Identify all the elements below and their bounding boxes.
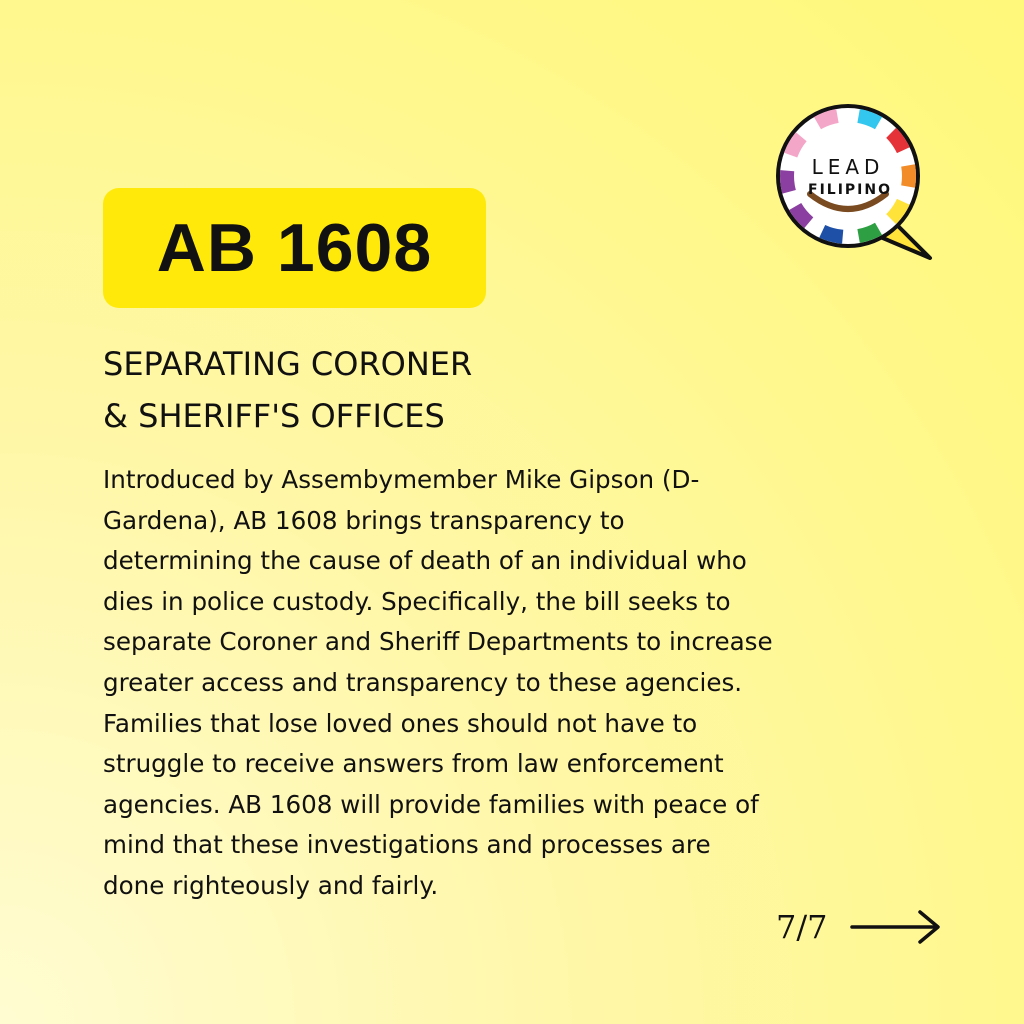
arrow-right-icon[interactable] <box>850 908 942 946</box>
logo-ring-segment <box>859 229 879 236</box>
description-line: done righteously and fairly. <box>103 870 439 900</box>
description-line: agencies. AB 1608 will provide families with peace of <box>103 789 759 819</box>
bill-description <box>103 460 933 907</box>
logo-ring-segment <box>818 116 838 123</box>
description-line: dies in police custody. Specifically, the bill seeks to <box>103 586 731 616</box>
description-line: Introduced by Assembymember Mike Gipson (D- <box>103 465 700 494</box>
logo-text-lead: LEAD <box>811 155 885 179</box>
bill-badge <box>103 188 486 308</box>
logo-text-filipino: FILIPINO <box>808 182 892 198</box>
logo-ring-segment <box>822 231 842 236</box>
description-line: Gardena), AB 1608 brings transparency to <box>103 505 625 535</box>
description-line: separate Coroner and Sheriff Departments to increase <box>103 627 773 657</box>
page-indicator: 7/7 <box>776 908 828 946</box>
description-line: greater access and transparency to these agencies. <box>103 667 743 697</box>
description-line: mind that these investigations and processes are <box>103 830 711 860</box>
subtitle-line: SEPARATING CORONER <box>103 345 473 383</box>
logo-ring-segment <box>908 165 909 186</box>
description-line: struggle to receive answers from law enforcement <box>103 749 724 779</box>
description-line: Families that lose loved ones should not have to <box>103 708 698 738</box>
lead-filipino-logo <box>774 102 936 264</box>
subtitle-line: & SHERIFF'S OFFICES <box>103 397 445 435</box>
description-line: determining the cause of death of an individual who <box>103 546 747 576</box>
logo-ring-segment <box>787 171 789 192</box>
logo-ring-segment <box>859 116 879 123</box>
bill-subtitle <box>103 338 703 442</box>
bill-number: AB 1608 <box>156 210 433 286</box>
